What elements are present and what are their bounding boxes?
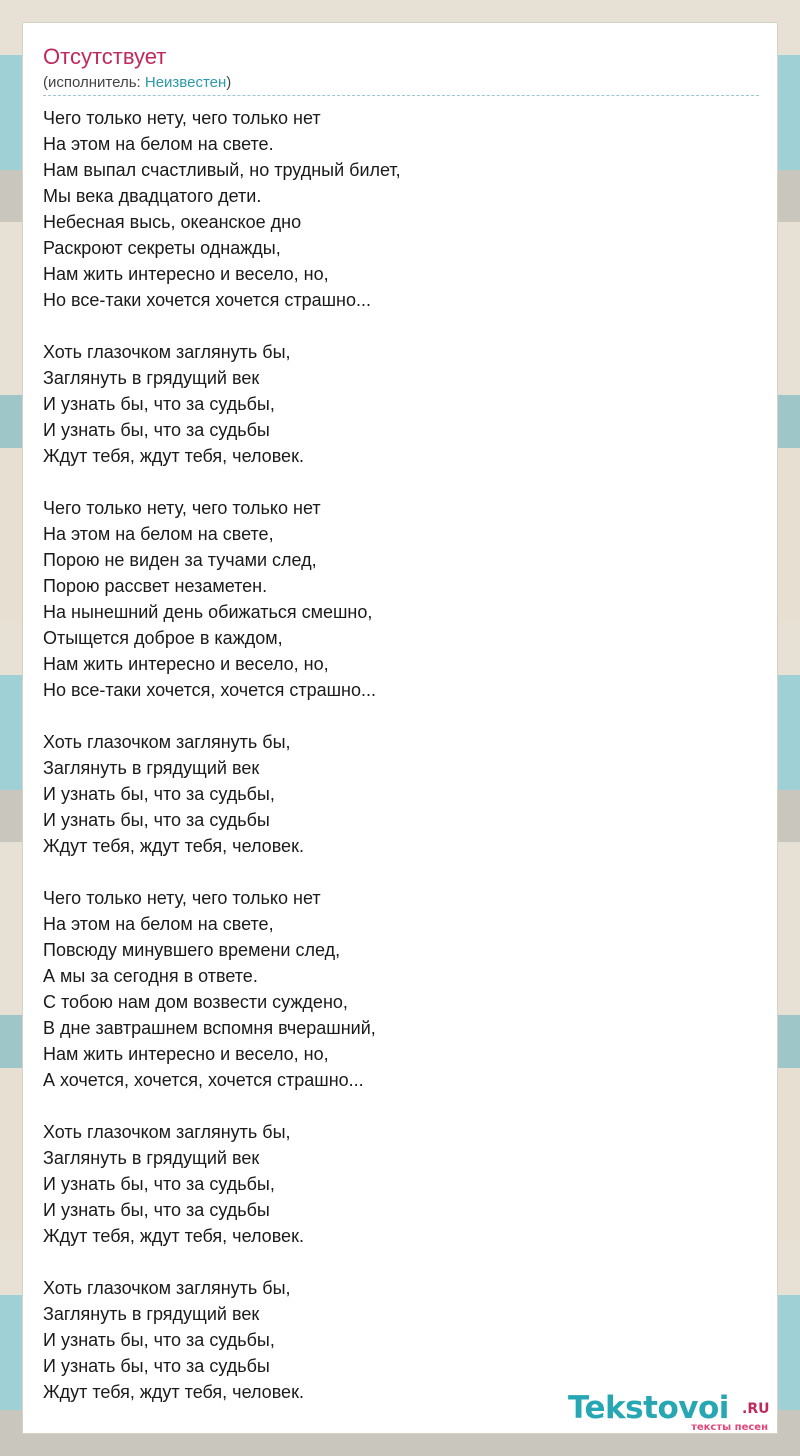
lyrics-line: Заглянуть в грядущий век	[43, 758, 260, 778]
logo-tagline: тексты песен	[691, 1422, 768, 1433]
lyrics-line: И узнать бы, что за судьбы	[43, 810, 270, 830]
lyrics-line: Хоть глазочком заглянуть бы,	[43, 1122, 291, 1142]
lyrics-stanza	[43, 885, 401, 1093]
lyrics-line: Порою рассвет незаметен.	[43, 576, 268, 596]
lyrics-line: Чего только нету, чего только нет	[43, 888, 321, 908]
lyrics-stanza	[43, 495, 401, 703]
lyrics-line: И узнать бы, что за судьбы,	[43, 784, 275, 804]
lyrics-line: Ждут тебя, ждут тебя, человек.	[43, 836, 304, 856]
lyrics-line: Отыщется доброе в каждом,	[43, 628, 283, 648]
lyrics-line: Повсюду минувшего времени след,	[43, 940, 341, 960]
site-logo[interactable]	[568, 1391, 768, 1431]
lyrics-line: Нам выпал счастливый, но трудный билет,	[43, 160, 401, 180]
lyrics-line: На этом на белом на свете.	[43, 134, 274, 154]
lyrics-line: В дне завтрашнем вспомня вчерашний,	[43, 1018, 376, 1038]
lyrics-line: Ждут тебя, ждут тебя, человек.	[43, 1382, 304, 1402]
lyrics-stanza	[43, 339, 401, 469]
lyrics-line: На этом на белом на свете,	[43, 914, 274, 934]
lyrics-line: Нам жить интересно и весело, но,	[43, 654, 329, 674]
lyrics-line: Заглянуть в грядущий век	[43, 1148, 260, 1168]
lyrics-line: А хочется, хочется, хочется страшно...	[43, 1070, 364, 1090]
lyrics-line: Заглянуть в грядущий век	[43, 368, 260, 388]
lyrics-line: И узнать бы, что за судьбы,	[43, 1174, 275, 1194]
lyrics-line: На нынешний день обижаться смешно,	[43, 602, 373, 622]
song-title: Отсутствует	[43, 44, 167, 69]
lyrics-text	[43, 105, 401, 1431]
lyrics-line: И узнать бы, что за судьбы	[43, 420, 270, 440]
lyrics-line: Чего только нету, чего только нет	[43, 108, 321, 128]
lyrics-stanza	[43, 729, 401, 859]
lyrics-stanza	[43, 1119, 401, 1249]
lyrics-line: Нам жить интересно и весело, но,	[43, 264, 329, 284]
lyrics-line: На этом на белом на свете,	[43, 524, 274, 544]
lyrics-line: Чего только нету, чего только нет	[43, 498, 321, 518]
lyrics-line: И узнать бы, что за судьбы	[43, 1200, 270, 1220]
lyrics-line: А мы за сегодня в ответе.	[43, 966, 258, 986]
lyrics-stanza	[43, 1275, 401, 1405]
lyrics-line: Но все-таки хочется хочется страшно...	[43, 290, 372, 310]
lyrics-line: Порою не виден за тучами след,	[43, 550, 317, 570]
lyrics-line: Мы века двадцатого дети.	[43, 186, 262, 206]
lyrics-line: С тобою нам дом возвести суждено,	[43, 992, 348, 1012]
lyrics-line: И узнать бы, что за судьбы,	[43, 1330, 275, 1350]
logo-wordmark: Tekstovoi	[568, 1390, 729, 1426]
performer-link[interactable]: Неизвестен	[144, 74, 227, 91]
lyrics-line: Ждут тебя, ждут тебя, человек.	[43, 1226, 304, 1246]
lyrics-line: Небесная высь, океанское дно	[43, 212, 302, 232]
lyrics-line: Но все-таки хочется, хочется страшно...	[43, 680, 377, 700]
lyrics-line: Нам жить интересно и весело, но,	[43, 1044, 329, 1064]
lyrics-stanza	[43, 105, 401, 313]
lyrics-line: Ждут тебя, ждут тебя, человек.	[43, 446, 304, 466]
lyrics-line: Заглянуть в грядущий век	[43, 1304, 260, 1324]
lyrics-line: Хоть глазочком заглянуть бы,	[43, 1278, 291, 1298]
lyrics-line: Раскроют секреты однажды,	[43, 238, 281, 258]
lyrics-line: И узнать бы, что за судьбы,	[43, 394, 275, 414]
lyrics-line: Хоть глазочком заглянуть бы,	[43, 732, 291, 752]
lyrics-card	[22, 22, 778, 1434]
performer-suffix: )	[226, 74, 232, 91]
logo-domain: .RU	[742, 1401, 770, 1417]
lyrics-line: Хоть глазочком заглянуть бы,	[43, 342, 291, 362]
lyrics-line: И узнать бы, что за судьбы	[43, 1356, 270, 1376]
performer-prefix: (исполнитель:	[43, 74, 145, 91]
performer-line	[43, 73, 759, 96]
